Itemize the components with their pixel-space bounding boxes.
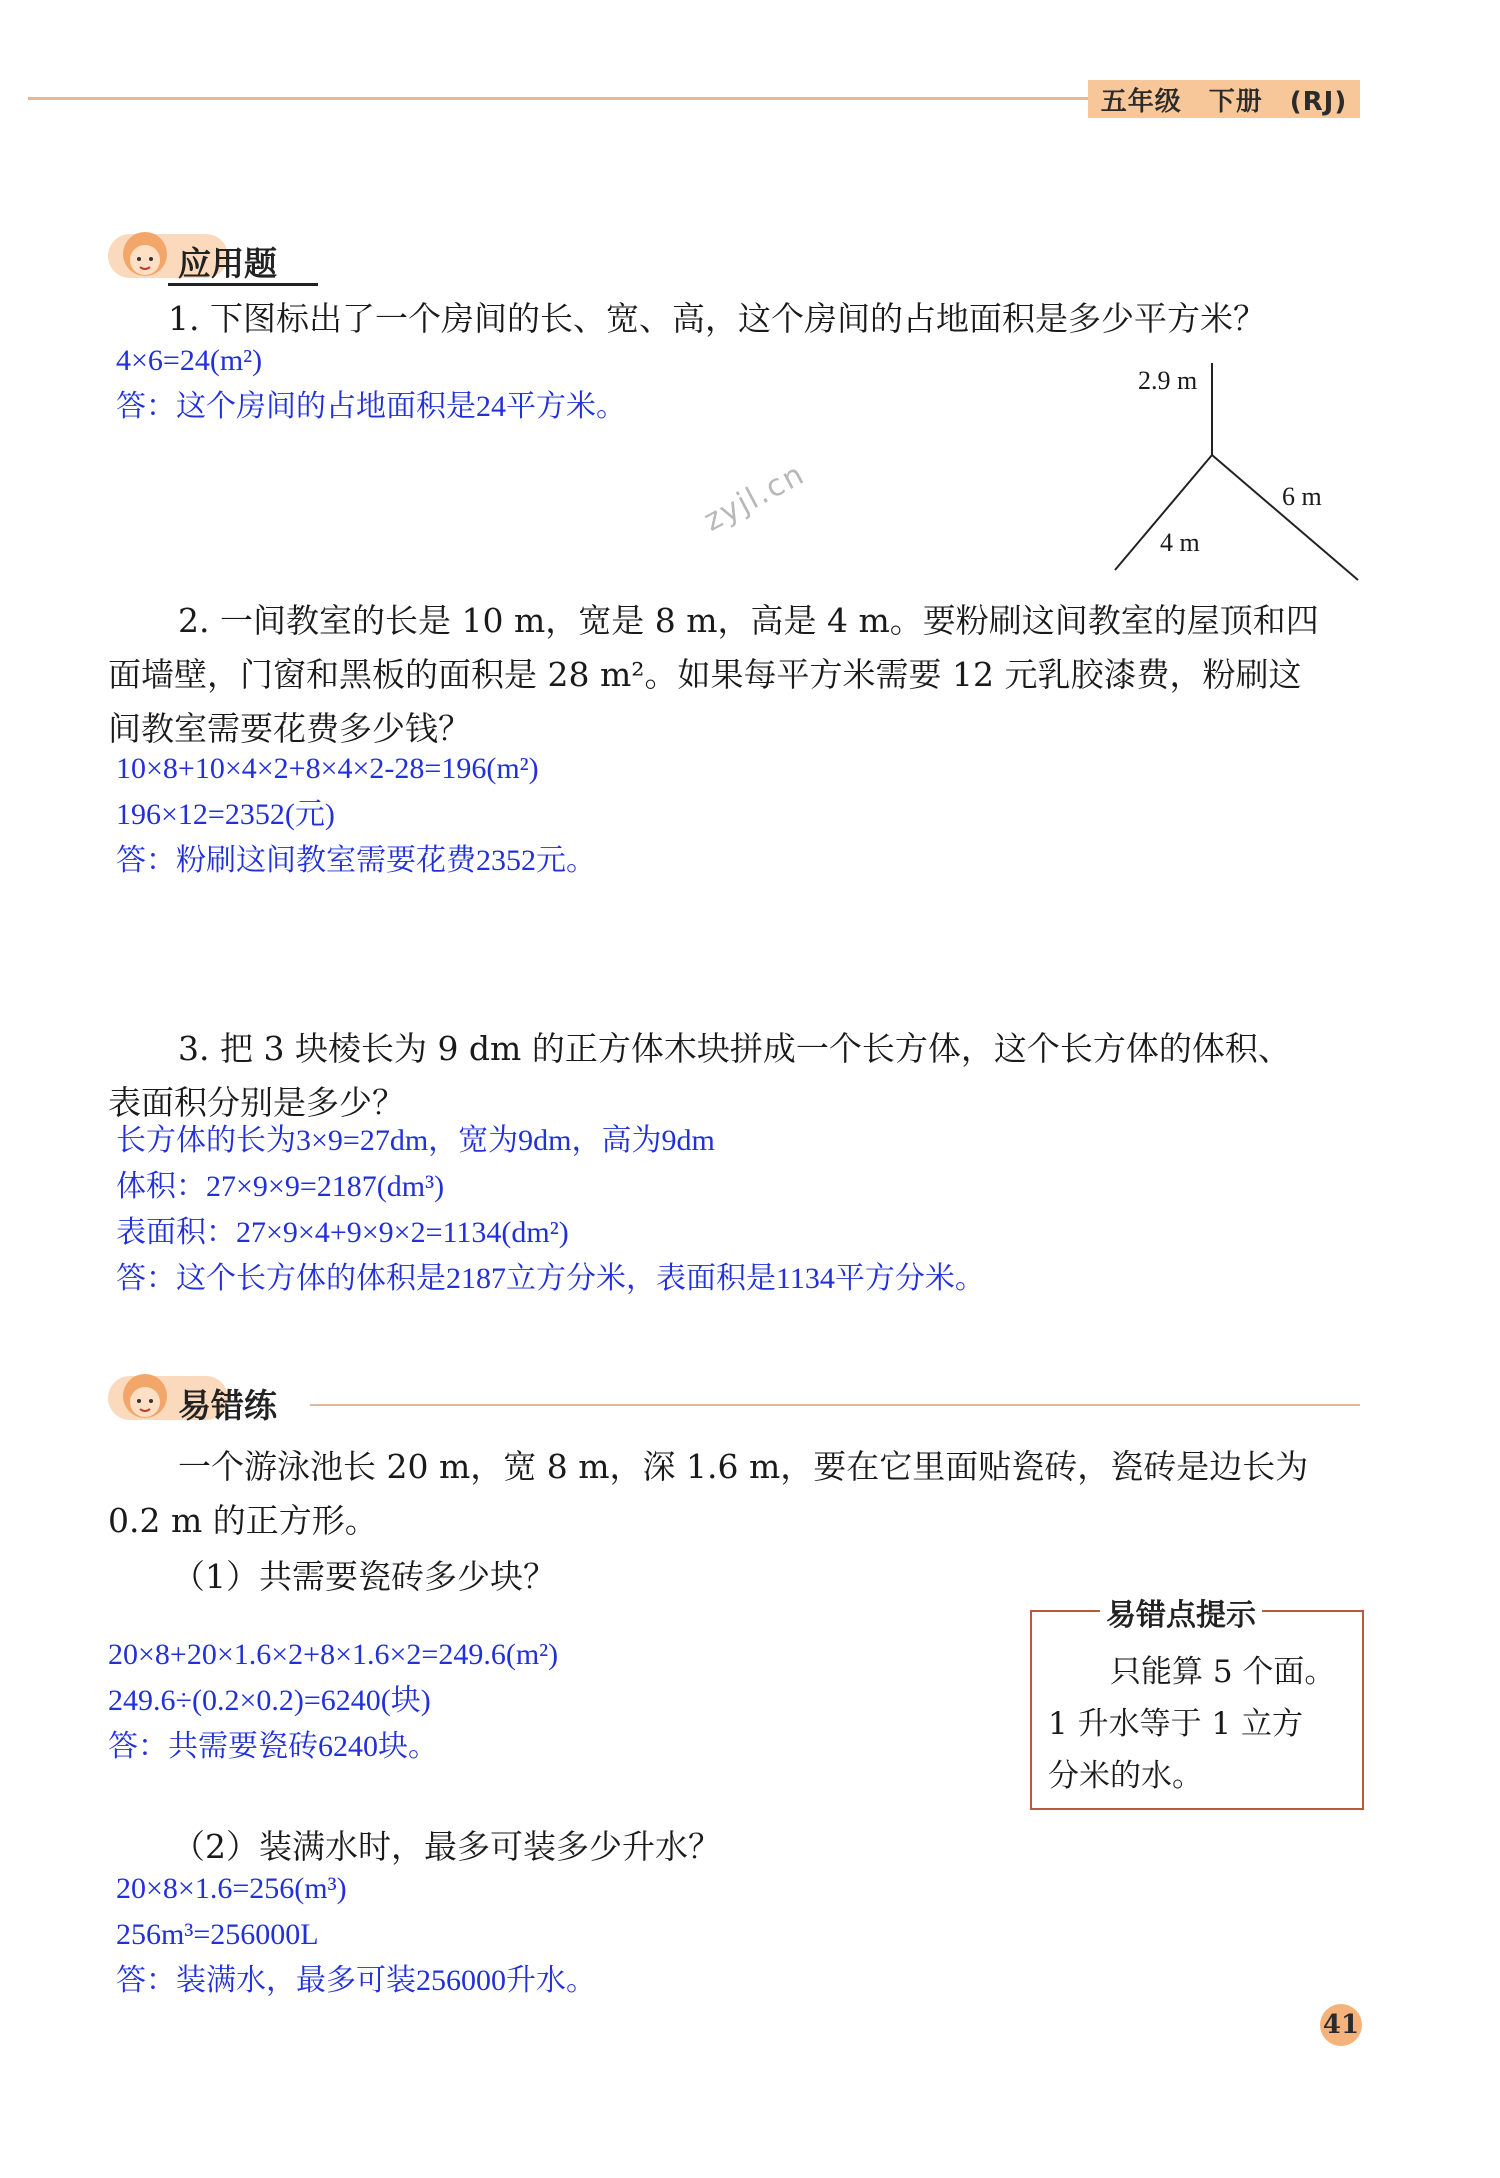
section-heading-applications — [108, 226, 338, 286]
height-label: 2.9 m — [1138, 366, 1198, 395]
answer-line: 196×12=2352(元) — [116, 798, 335, 831]
tip-title: 易错点提示 — [1100, 1590, 1262, 1634]
student-mascot-icon — [110, 1360, 180, 1430]
question-3-text: 3. 把 3 块棱长为 9 dm 的正方体木块拼成一个长方体，这个长方体的体积、 表面积分别是多少？ — [108, 1029, 1291, 1122]
answer-line: 答：粉刷这间教室需要花费2352元。 — [116, 844, 596, 877]
grade-tag: 五年级 下册 (RJ) — [1088, 80, 1360, 118]
answer-line: 249.6÷(0.2×0.2)=6240(块) — [108, 1684, 431, 1717]
student-mascot-icon — [110, 218, 180, 288]
page-number: 41 — [1320, 2004, 1362, 2046]
section-title: 应用题 — [178, 244, 277, 283]
watermark: zyjl.cn — [698, 456, 812, 539]
width-label: 6 m — [1282, 482, 1322, 511]
answer-line: 256m³=256000L — [116, 1918, 319, 1951]
answer-line: 体积：27×9×9=2187(dm³) — [116, 1170, 445, 1203]
question-3-answer — [116, 1118, 985, 1302]
answer-line: 答：共需要瓷砖6240块。 — [108, 1730, 438, 1763]
answer-line: 20×8×1.6=256(m³) — [116, 1872, 347, 1905]
header-rule — [28, 97, 1088, 100]
answer-line: 答：这个房间的占地面积是24平方米。 — [116, 390, 626, 423]
answer-line: 20×8+20×1.6×2+8×1.6×2=249.6(m²) — [108, 1638, 559, 1671]
answer-line: 答：装满水，最多可装256000升水。 — [116, 1964, 596, 1997]
answer-line: 答：这个长方体的体积是2187立方分米，表面积是1134平方分米。 — [116, 1262, 985, 1295]
section-heading-error-practice — [108, 1368, 338, 1428]
answer-line: 4×6=24(m²) — [116, 344, 263, 377]
question-4-part-2-text: （2）装满水时，最多可装多少升水？ — [172, 1827, 721, 1866]
mistake-tip-box — [1030, 1598, 1364, 1810]
answer-line: 10×8+10×4×2+8×4×2-28=196(m²) — [116, 752, 539, 785]
question-2-text: 2. 一间教室的长是 10 m，宽是 8 m，高是 4 m。要粉刷这间教室的屋顶和四 面墙壁，门窗和黑板的面积是 28 m²。如果每平方米需要 12 元乳胶漆费，粉刷这 间教室需要花费多少钱？ — [108, 601, 1319, 748]
question-1-text: 1. 下图标出了一个房间的长、宽、高，这个房间的占地面积是多少平方米？ — [168, 299, 1266, 338]
tip-text: 只能算 5 个面。 1 升水等于 1 立方 分米的水。 — [1048, 1654, 1336, 1794]
answer-line: 长方体的长为3×9=27dm，宽为9dm，高为9dm — [116, 1124, 715, 1157]
question-4-text: 一个游泳池长 20 m，宽 8 m，深 1.6 m，要在它里面贴瓷砖，瓷砖是边长为 0.2 m 的正方形。 — [108, 1447, 1309, 1540]
question-1-answer — [116, 338, 626, 430]
section-title: 易错练 — [178, 1386, 277, 1425]
question-4-part-1-text: （1）共需要瓷砖多少块？ — [172, 1557, 556, 1596]
section-rule — [310, 1404, 1360, 1406]
question-2-answer — [116, 746, 596, 884]
length-label: 4 m — [1160, 528, 1200, 557]
question-4-part-1-answer — [108, 1632, 558, 1770]
question-4-part-2-answer — [116, 1866, 596, 2004]
answer-line: 表面积：27×9×4+9×9×2=1134(dm²) — [116, 1216, 569, 1249]
